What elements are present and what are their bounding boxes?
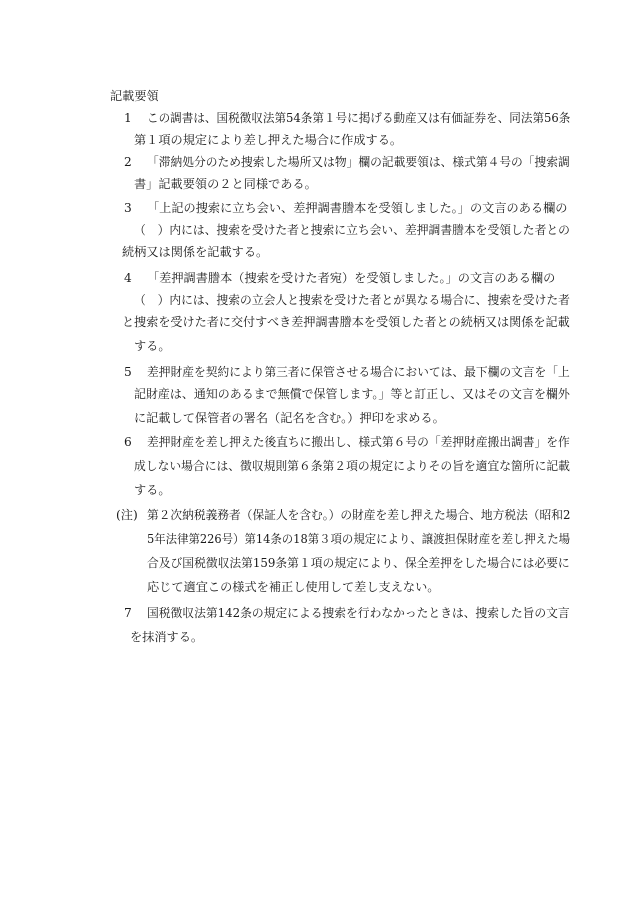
item-line: 「差押調書謄本（捜索を受けた者宛）を受領しました。」の文言のある欄の — [147, 271, 556, 285]
item-line: する。 — [134, 339, 171, 353]
item-line: する。 — [134, 483, 171, 497]
item-line: 合及び国税徴収法第159条第１項の規定により、保全差押をした場合には必要に — [147, 556, 570, 570]
item-line: 「滞納処分のため捜索した場所又は物」欄の記載要領は、様式第４号の「捜索調 — [147, 155, 570, 169]
item-line: 差押財産を契約により第三者に保管させる場合においては、最下欄の文言を「上 — [147, 365, 570, 379]
item-line: 第２次納税義務者（保証人を含む。）の財産を差し押えた場合、地方税法（昭和2 — [147, 508, 571, 522]
item-number: 2 — [124, 155, 132, 169]
item-line: 5年法律第226号）第14条の18第３項の規定により、譲渡担保財産を差し押えた場 — [147, 532, 571, 546]
item-number: 3 — [124, 201, 132, 215]
item-number: 6 — [124, 435, 132, 449]
item-number: 5 — [124, 365, 132, 379]
item-line: 国税徴収法第142条の規定による捜索を行わなかったときは、捜索した旨の文言 — [147, 606, 570, 620]
item-line: に記載して保管者の署名（記名を含む。）押印を求める。 — [134, 411, 445, 425]
item-line: （ ）内には、捜索を受けた者と捜索に立ち会い、差押調書謄本を受領した者との — [134, 223, 570, 237]
item-line: 続柄又は関係を記載する。 — [122, 245, 269, 259]
item-line: と捜索を受けた者に交付すべき差押調書謄本を受領した者との続柄又は関係を記載 — [122, 315, 570, 329]
item-line: を抹消する。 — [130, 630, 204, 644]
item-line: 記財産は、通知のあるまで無償で保管します。」等と訂正し、又はその文言を欄外 — [134, 387, 570, 401]
item-line: 応じて適宜この様式を補正し使用して差し支えない。 — [147, 580, 440, 594]
item-number: 1 — [124, 111, 132, 125]
item-line: 差押財産を差し押えた後直ちに搬出し、様式第６号の「差押財産搬出調書」を作 — [147, 435, 570, 449]
item-line: この調書は、国税徴収法第54条第１号に掲げる動産又は有価証券を、同法第56条 — [147, 111, 571, 125]
item-line: 「上記の捜索に立ち会い、差押調書謄本を受領しました。」の文言のある欄の — [147, 201, 568, 215]
item-line: 第１項の規定により差し押えた場合に作成する。 — [134, 133, 403, 147]
note-label: (注) — [116, 508, 138, 522]
item-line: （ ）内には、捜索の立会人と捜索を受けた者とが異なる場合に、捜索を受けた者 — [134, 293, 570, 307]
section-title: 記載要領 — [110, 89, 159, 103]
item-number: 4 — [124, 271, 132, 285]
item-line: 成しない場合には、徴収規則第６条第２項の規定によりその旨を適宜な箇所に記載 — [134, 459, 570, 473]
item-line: 書」記載要領の２と同様である。 — [134, 177, 317, 191]
item-number: 7 — [124, 606, 132, 620]
